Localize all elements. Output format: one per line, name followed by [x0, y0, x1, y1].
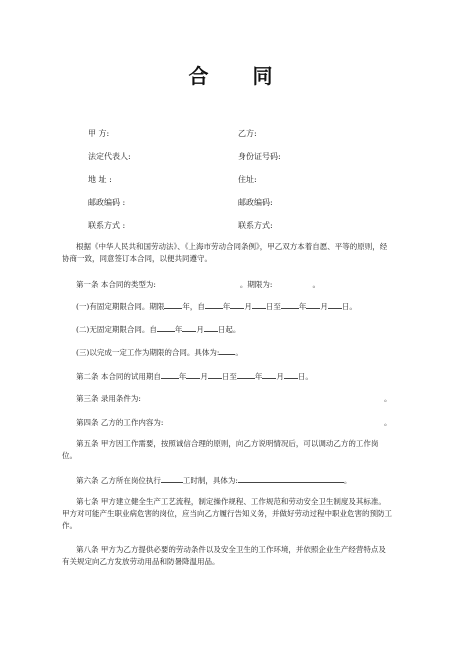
party-b-contact-label: 联系方式: — [238, 221, 273, 230]
party-a-postcode-label: 邮政编码 : — [88, 198, 126, 207]
article-2: 第二条 本合同的试用期自 年 月 日至 年 月 日。 — [76, 372, 313, 381]
contract-term-open: (二)无固定期限合同。自 年 月 日起。 — [76, 325, 241, 334]
residence-label: 住址: — [238, 175, 257, 184]
title-char-1: 合 — [188, 64, 211, 88]
party-row-party — [0, 128, 463, 140]
party-row-contact — [0, 220, 463, 232]
party-a-contact-label: 联系方式 : — [88, 221, 126, 230]
legal-representative-label: 法定代表人: — [88, 152, 131, 161]
article-3-end: 。 — [384, 394, 392, 403]
party-row-postcode — [0, 197, 463, 209]
address-label: 地 址 : — [88, 175, 112, 184]
party-row-address — [0, 174, 463, 186]
party-row-representative — [0, 151, 463, 163]
article-4-end: 。 — [384, 418, 392, 427]
article-5: 第五条 甲方因工作需要，按照诚信合理的原则，向乙方说明情况后，可以调动乙方的工作岗位。 — [62, 439, 379, 460]
contract-term-fixed: (一)有固定期限合同。期限 年，自 年 月 日至 年 月 日。 — [76, 302, 357, 311]
title-char-2: 同 — [252, 64, 275, 88]
article-7: 第七条 甲方建立健全生产工艺流程，制定操作规程、工作规范和劳动安全卫生制度及其标准。甲方对可能产生职业病危害的岗位，应当向乙方履行告知义务，并做好劳动过程中职业危害的预防工作。 — [62, 497, 392, 530]
article-8: 第八条 甲方为乙方提供必要的劳动条件以及安全卫生的工作环境，并依照企业生产经营特点及有关规定向乙方发放劳动用品和防暑降温用品。 — [62, 545, 386, 566]
preamble-paragraph: 根据《中华人民共和国劳动法》、《上海市劳动合同条例》，甲乙双方本着自愿、平等的原则，经协商一致，同意签订本合同，以便共同遵守。 — [62, 242, 388, 263]
id-number-label: 身份证号码: — [238, 152, 281, 161]
page-title — [0, 60, 463, 89]
article-4: 第四条 乙方的工作内容为: — [76, 418, 164, 427]
article-6: 第六条 乙方所在岗位执行 工时制，具体为: 。 — [76, 476, 352, 485]
article-1: 第一条 本合同的类型为: 。期限为: 。 — [76, 280, 320, 289]
article-3: 第三条 录用条件为: — [76, 394, 141, 403]
party-b-postcode-label: 邮政编码: — [238, 198, 273, 207]
contract-term-task: (三)以完成一定工作为期限的合同。具体为: 。 — [76, 348, 243, 357]
party-a-label: 甲 方: — [88, 129, 110, 138]
party-b-label: 乙方: — [238, 129, 257, 138]
